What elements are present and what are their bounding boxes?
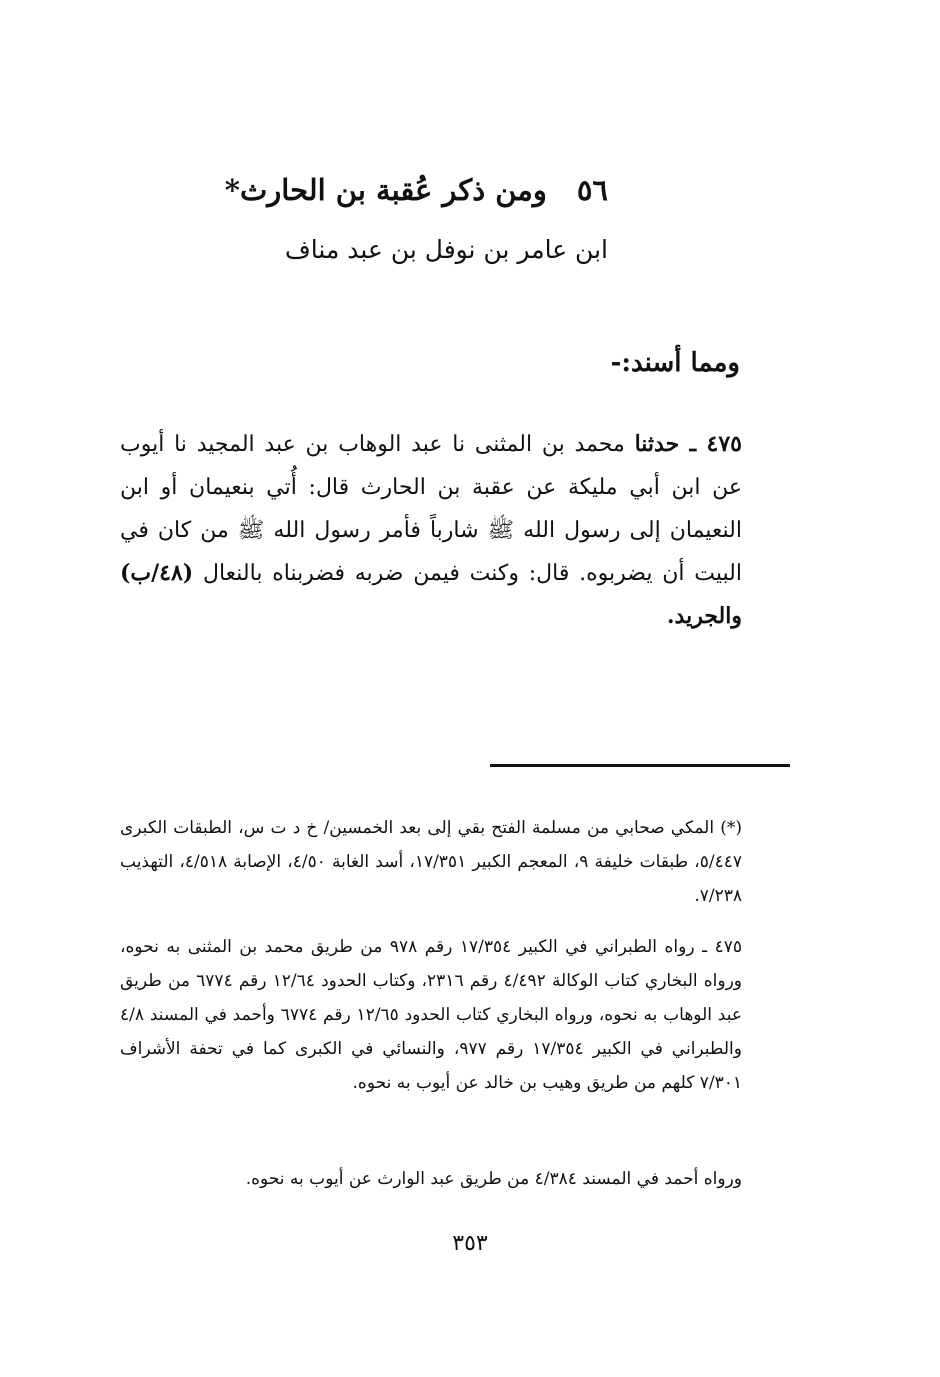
- hadith-paragraph: [120, 423, 742, 638]
- page-number: ٣٥٣: [452, 1231, 488, 1256]
- footnote-additional: ورواه أحمد في المسند ٤/٣٨٤ من طريق عبد الوارث عن أيوب به نحوه.: [245, 1169, 742, 1189]
- chapter-number: ٥٦: [576, 173, 608, 207]
- hadith-body: محمد بن المثنى نا عبد الوهاب بن عبد المجيد نا أيوب عن ابن أبي مليكة عن عقبة بن الحارث قال: أُتي بنعيمان أو ابن النعيمان إلى رسول الله ﷺ شارباً فأمر رسول الله ﷺ من كان في البيت أن يضربوه. قال: وكنت فيمن ضربه فضربناه بالنعال: [120, 432, 742, 586]
- chapter-heading: [224, 168, 608, 212]
- footnote-biography: (*) المكي صحابي من مسلمة الفتح بقي إلى بعد الخمسين/ خ د ت س، الطبقات الكبرى ٥/٤٤٧، طبقات خليفة ٩، المعجم الكبير ١٧/٣٥١، أسد الغابة ٤/٥٠، الإصابة ٤/٥١٨، التهذيب ٧/٢٣٨.: [120, 818, 742, 906]
- footnote-takhrij: ٤٧٥ ـ رواه الطبراني في الكبير ١٧/٣٥٤ رقم ٩٧٨ من طريق محمد بن المثنى به نحوه، ورواه البخاري كتاب الوكالة ٤/٤٩٢ رقم ٢٣١٦، وكتاب الحدود ١٢/٦٤ رقم ٦٧٧٤ من طريق عبد الوهاب به نحوه، ورواه البخاري كتاب الحدود ١٢/٦٥ رقم ٦٧٧٤ وأحمد في المسند ٤/٨ والطبراني في الكبير ١٧/٣٥٤ رقم ٩٧٧، والنسائي في الكبرى كما في تحفة الأشراف ٧/٣٠١ كلهم من طريق وهيب بن خالد عن أيوب به نحوه.: [120, 937, 742, 1093]
- hadith-tail: (٤٨/ب) والجريد.: [120, 560, 742, 629]
- section-heading: ومما أسند:-: [610, 348, 740, 378]
- chapter-title: ومن ذكر عُقبة بن الحارث*: [224, 173, 547, 207]
- chapter-subtitle: ابن عامر بن نوفل بن عبد مناف: [284, 235, 608, 264]
- footnote-divider: [490, 764, 790, 767]
- hadith-lead: ٤٧٥ ـ حدثنا: [634, 431, 742, 457]
